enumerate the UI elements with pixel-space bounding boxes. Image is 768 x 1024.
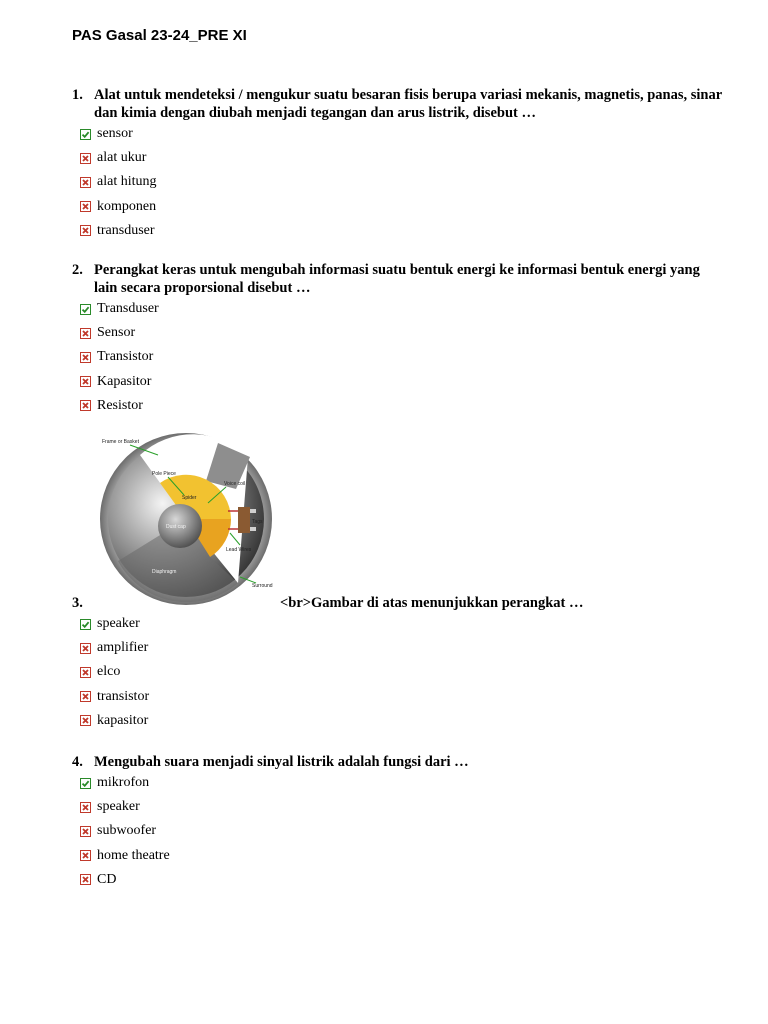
answer-label: alat ukur <box>97 150 147 166</box>
label-pole: Pole Piece <box>152 471 176 477</box>
wrong-x-icon <box>80 352 91 363</box>
answer-label: transistor <box>97 688 150 704</box>
answer-label: sensor <box>97 126 133 142</box>
wrong-x-icon <box>80 400 91 411</box>
tags-terminal <box>238 507 250 533</box>
question-3-row <box>72 594 722 612</box>
question-text: Perangkat keras untuk mengubah informasi suatu bentuk energi ke informasi bentuk energi yang lain secara proporsional disebut … <box>94 262 700 296</box>
correct-check-icon <box>80 129 91 140</box>
answer-option <box>80 612 722 636</box>
question-text: Alat untuk mendeteksi / mengukur suatu besaran fisis berupa variasi mekanis, magnetis, panas, sinar dan kimia dengan diubah menjadi tegangan dan arus listrik, disebut … <box>94 87 722 121</box>
wrong-x-icon <box>80 328 91 339</box>
answer-label: mikrofon <box>97 775 150 791</box>
tag-pin-bottom <box>250 527 256 531</box>
answer-option <box>80 170 722 194</box>
answer-label: kapasitor <box>97 712 149 728</box>
answer-label: CD <box>97 871 117 887</box>
answer-option <box>80 195 722 219</box>
label-surround: Surround <box>252 583 273 589</box>
answer-option <box>80 297 722 321</box>
answer-label: komponen <box>97 198 157 214</box>
answer-option <box>80 636 722 660</box>
answer-label: speaker <box>97 799 140 815</box>
answer-label: elco <box>97 664 121 680</box>
wrong-x-icon <box>80 225 91 236</box>
answer-option <box>80 819 722 843</box>
answer-label: home theatre <box>97 847 170 863</box>
wrong-x-icon <box>80 850 91 861</box>
wrong-x-icon <box>80 715 91 726</box>
wrong-x-icon <box>80 691 91 702</box>
correct-check-icon <box>80 304 91 315</box>
label-frame: Frame or Basket <box>102 439 139 445</box>
label-diaphragm: Diaphragm <box>152 569 177 575</box>
answer-label: transduser <box>97 222 155 238</box>
answer-option <box>80 345 722 369</box>
document-title: PAS Gasal 23-24_PRE XI <box>72 27 247 44</box>
wrong-x-icon <box>80 802 91 813</box>
question-number: 1. <box>72 87 83 103</box>
answer-option <box>80 394 722 418</box>
question-number: 2. <box>72 262 83 278</box>
answer-option <box>80 146 722 170</box>
wrong-x-icon <box>80 153 91 164</box>
answer-option <box>80 219 722 243</box>
speaker-diagram <box>88 433 284 605</box>
question-4-row <box>72 753 722 771</box>
question-number: 4. <box>72 754 83 770</box>
answer-option <box>80 844 722 868</box>
answer-label: Transduser <box>97 301 159 317</box>
question-3 <box>72 594 722 733</box>
wrong-x-icon <box>80 667 91 678</box>
label-dust: Dust cap <box>166 524 186 530</box>
label-spider: Spider <box>182 495 197 501</box>
label-voice: Voice coil <box>224 481 246 487</box>
answer-options <box>80 122 722 243</box>
answer-option <box>80 122 722 146</box>
answer-label: Transistor <box>97 349 154 365</box>
question-text: <br>Gambar di atas menunjukkan perangkat … <box>280 595 584 611</box>
answer-label: amplifier <box>97 640 149 656</box>
question-2-row <box>72 261 722 297</box>
wrong-x-icon <box>80 874 91 885</box>
answer-label: speaker <box>97 616 140 632</box>
question-4 <box>72 753 722 892</box>
answer-option <box>80 321 722 345</box>
answer-options <box>80 612 722 733</box>
answer-label: Kapasitor <box>97 373 152 389</box>
answer-option <box>80 771 722 795</box>
wrong-x-icon <box>80 177 91 188</box>
answer-options <box>80 297 722 418</box>
question-1 <box>72 86 722 243</box>
question-2 <box>72 261 722 418</box>
label-lead: Lead Wires <box>226 547 252 553</box>
question-1-row <box>72 86 722 122</box>
answer-option <box>80 709 722 733</box>
answer-option <box>80 660 722 684</box>
answer-label: Resistor <box>97 397 143 413</box>
tag-pin-top <box>250 509 256 513</box>
answer-option <box>80 868 722 892</box>
question-text: Mengubah suara menjadi sinyal listrik adalah fungsi dari … <box>94 754 469 770</box>
answer-label: Sensor <box>97 325 136 341</box>
answer-options <box>80 771 722 892</box>
label-tags: Tags <box>252 519 263 525</box>
wrong-x-icon <box>80 201 91 212</box>
wrong-x-icon <box>80 376 91 387</box>
answer-label: alat hitung <box>97 174 157 190</box>
question-number: 3. <box>72 595 83 611</box>
wrong-x-icon <box>80 826 91 837</box>
answer-option <box>80 685 722 709</box>
wrong-x-icon <box>80 643 91 654</box>
answer-label: subwoofer <box>97 823 157 839</box>
answer-option <box>80 370 722 394</box>
answer-option <box>80 795 722 819</box>
correct-check-icon <box>80 778 91 789</box>
correct-check-icon <box>80 619 91 630</box>
speaker-diagram-svg <box>88 433 284 605</box>
